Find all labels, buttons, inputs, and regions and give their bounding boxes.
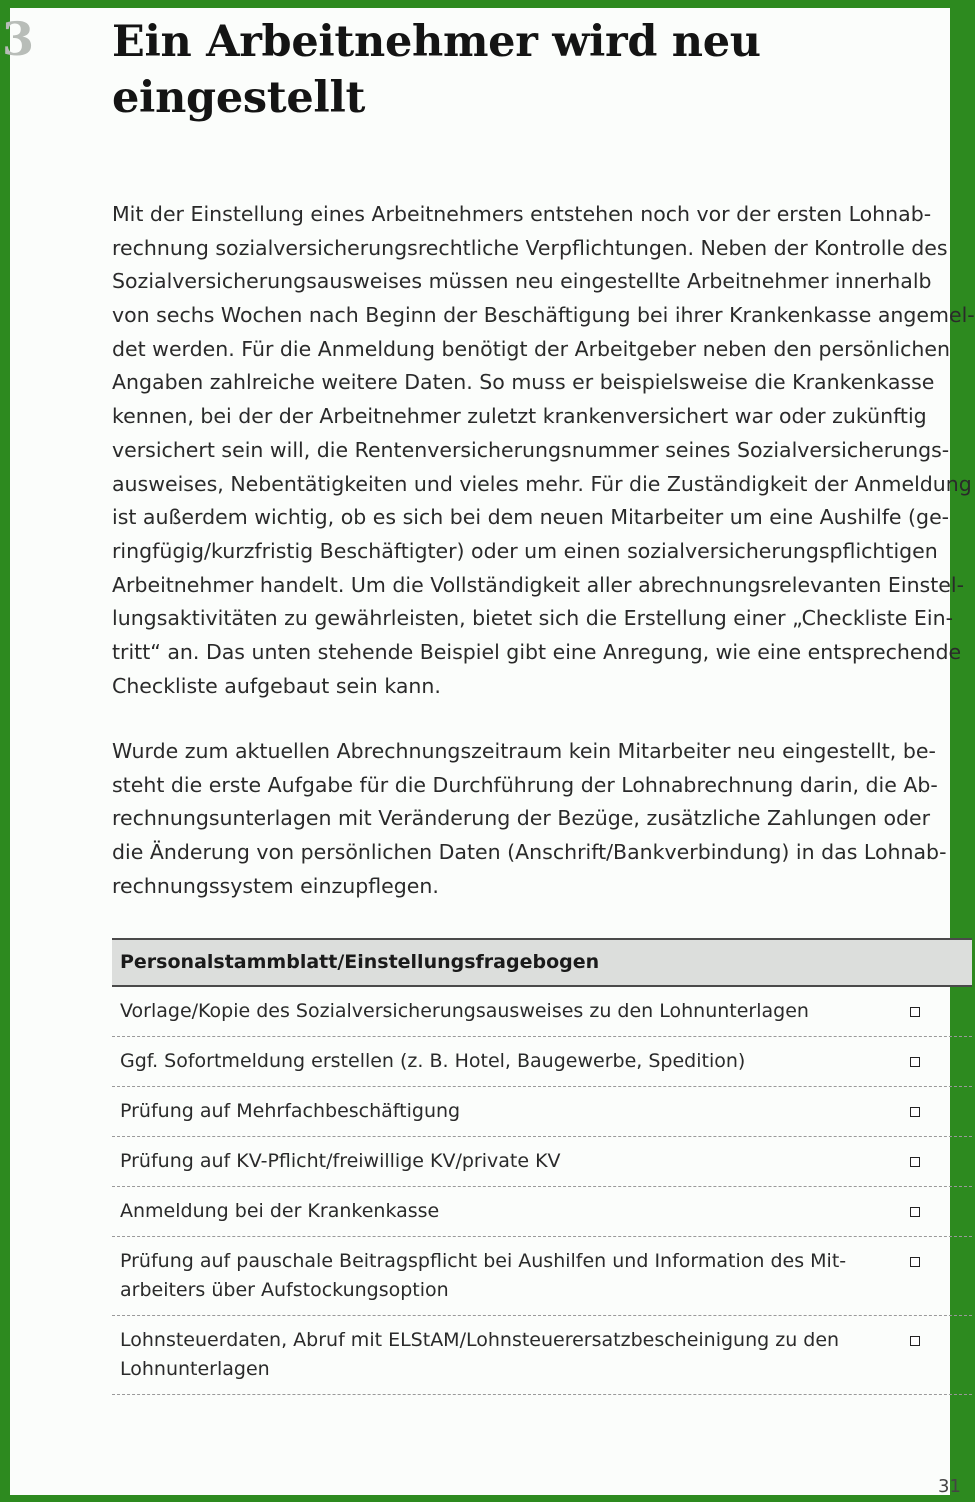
text-line: ringfügig/kurzfristig Beschäftigter) oder um einen sozialversicherungspflichtigen [112,538,938,563]
page-title [112,14,872,126]
text-line: von sechs Wochen nach Beginn der Beschäftigung bei ihrer Krankenkasse angemel- [112,303,975,328]
text-line: Sozialversicherungsausweises müssen neu eingestellte Arbeitnehmer innerhalb [112,269,932,294]
document-page [2,8,975,1497]
row-text: Ggf. Sofortmeldung erstellen (z. B. Hotel, Baugewerbe, Spedition) [120,1050,746,1072]
checklist-row [112,1187,972,1237]
text-line: rechnungsunterlagen mit Veränderung der Bezüge, zusätzliche Zahlungen oder [112,806,931,831]
row-text: arbeiters über Aufstockungsoption [120,1279,449,1301]
checklist-row [112,1087,972,1137]
text-line: tritt“ an. Das unten stehende Beispiel gibt eine Anregung, wie eine entsprechende [112,639,962,664]
text-line: Wurde zum aktuellen Abrechnungszeitraum kein Mitarbeiter neu eingestellt, be- [112,739,936,763]
row-text: Prüfung auf KV-Pflicht/freiwillige KV/private KV [120,1150,561,1172]
checklist-row [112,1237,972,1316]
row-text: Anmeldung bei der Krankenkasse [120,1200,440,1222]
page-number: 31 [938,1476,961,1497]
text-line: Arbeitnehmer handelt. Um die Vollständigkeit aller abrechnungsrelevanten Einstel- [112,572,964,597]
row-text: Vorlage/Kopie des Sozialversicherungsausweises zu den Lohnunterlagen [120,1000,809,1022]
checkbox[interactable] [910,1007,920,1017]
text-line: ausweises, Nebentätigkeiten und vieles mehr. Für die Zuständigkeit der Anmeldung [112,471,972,496]
text-line: lungsaktivitäten zu gewährleisten, bietet sich die Erstellung einer „Checkliste Ein- [112,606,953,631]
text-line: rechnung sozialversicherungsrechtliche Verpflichtungen. Neben der Kontrolle des [112,235,948,260]
checklist-table [112,938,972,1395]
row-text: Prüfung auf Mehrfachbeschäftigung [120,1100,461,1122]
checkbox[interactable] [910,1336,920,1346]
row-text: Prüfung auf pauschale Beitragspflicht bei Aushilfen und Information des Mit- [120,1250,847,1272]
text-line: kennen, bei der der Arbeitnehmer zuletzt krankenversichert war oder zukünftig [112,404,927,429]
checkbox[interactable] [910,1057,920,1067]
intro-paragraph [112,198,975,703]
text-line: Checkliste aufgebaut sein kann. [112,673,441,698]
checklist-row [112,1137,972,1187]
checklist-row [112,987,972,1037]
row-text: Lohnunterlagen [120,1358,270,1380]
text-line: Angaben zahlreiche weitere Daten. So muss er beispielsweise die Krankenkasse [112,370,935,395]
second-paragraph [112,735,962,903]
text-line: det werden. Für die Anmeldung benötigt der Arbeitgeber neben den persönlichen [112,336,950,361]
text-line: Mit der Einstellung eines Arbeitnehmers entstehen noch vor der ersten Lohnab- [112,202,932,226]
checklist-row [112,1316,972,1395]
row-text: Lohnsteuerdaten, Abruf mit ELStAM/Lohnsteuerersatzbescheinigung zu den [120,1329,840,1351]
text-line: steht die erste Aufgabe für die Durchführung der Lohnabrechnung darin, die Ab- [112,772,938,797]
checkbox[interactable] [910,1257,920,1267]
title-line: Ein Arbeitnehmer wird neu [112,17,761,67]
checkbox[interactable] [910,1157,920,1167]
checklist-row [112,1037,972,1087]
checklist-header: Personalstammblatt/Einstellungsfragebogen [112,940,972,987]
checkbox[interactable] [910,1207,920,1217]
text-line: versichert sein will, die Rentenversicherungsnummer seines Sozialversicherungs- [112,437,950,462]
text-line: ist außerdem wichtig, ob es sich bei dem neuen Mitarbeiter um eine Aushilfe (ge- [112,505,950,530]
checkbox[interactable] [910,1107,920,1117]
title-line: eingestellt [112,73,366,123]
chapter-number: 3 [2,12,35,66]
text-line: rechnungssystem einzupflegen. [112,873,439,898]
text-line: die Änderung von persönlichen Daten (Anschrift/Bankverbindung) in das Lohnab- [112,840,947,865]
